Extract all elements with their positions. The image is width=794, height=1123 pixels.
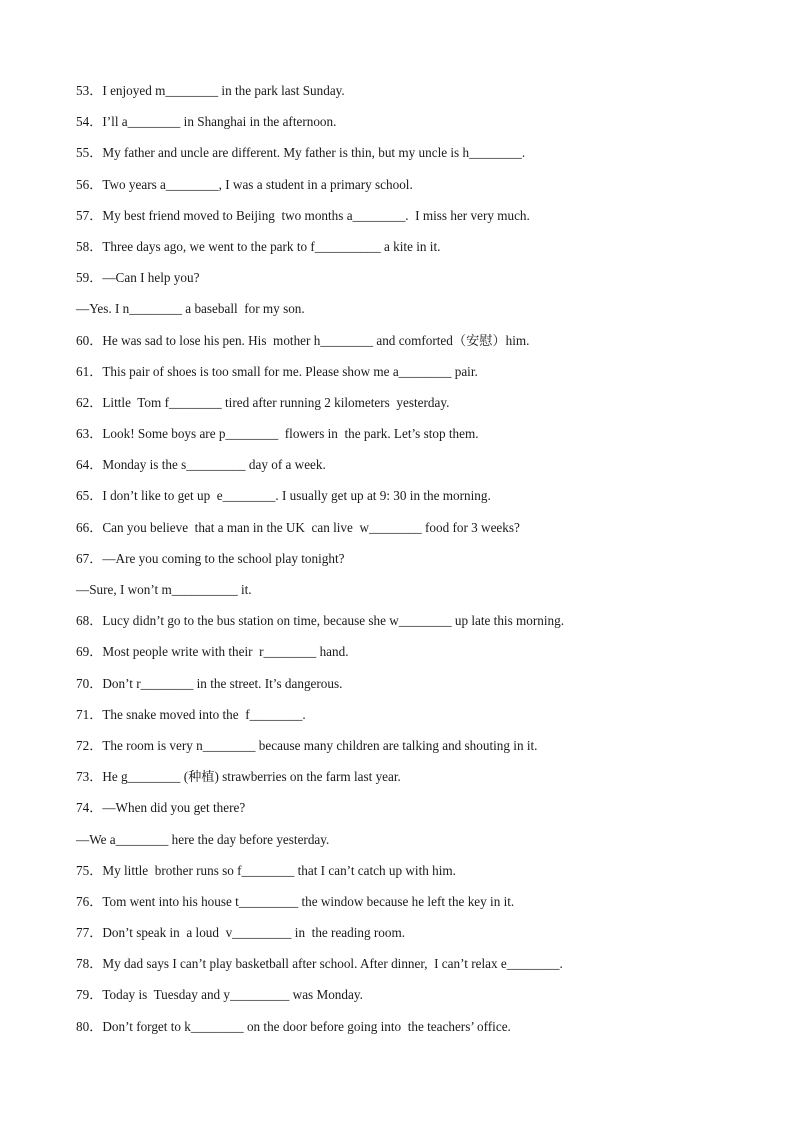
exercise-56: 56．Two years a________, I was a student in a primary school. — [76, 176, 413, 192]
exercise-58: 58．Three days ago, we went to the park to f__________ a kite in it. — [76, 238, 441, 254]
exercise-61: 61．This pair of shoes is too small for me. Please show me a________ pair. — [76, 363, 478, 379]
exercise-67-question: 67．—Are you coming to the school play tonight? — [76, 550, 345, 566]
exercise-57: 57．My best friend moved to Beijing two months a________. I miss her very much. — [76, 207, 530, 223]
exercise-73: 73．He g________ (种植) strawberries on the farm last year. — [76, 769, 401, 785]
exercise-66: 66．Can you believe that a man in the UK can live w________ food for 3 weeks? — [76, 519, 520, 535]
exercise-65: 65．I don’t like to get up e________. I usually get up at 9: 30 in the morning. — [76, 488, 491, 504]
exercise-71: 71．The snake moved into the f________. — [76, 706, 306, 722]
exercise-53: 53．I enjoyed m________ in the park last Sunday. — [76, 83, 345, 98]
exercise-79: 79．Today is Tuesday and y_________ was Monday. — [76, 987, 363, 1003]
exercise-74-answer: —We a________ here the day before yesterday. — [76, 831, 330, 847]
exercise-75: 75．My little brother runs so f________ that I can’t catch up with him. — [76, 862, 456, 878]
exercise-72: 72．The room is very n________ because many children are talking and shouting in it. — [76, 737, 538, 753]
exercise-64: 64．Monday is the s_________ day of a week. — [76, 457, 326, 473]
exercise-78: 78．My dad says I can’t play basketball after school. After dinner, I can’t relax e________. — [76, 956, 563, 972]
exercise-69: 69．Most people write with their r________ hand. — [76, 644, 349, 660]
exercise-70: 70．Don’t r________ in the street. It’s dangerous. — [76, 675, 343, 691]
exercise-74-question: 74．—When did you get there? — [76, 800, 246, 816]
exercise-59-answer: —Yes. I n________ a baseball for my son. — [76, 301, 305, 317]
exercise-77: 77．Don’t speak in a loud v_________ in the reading room. — [76, 925, 406, 941]
exercise-80: 80．Don’t forget to k________ on the door before going into the teachers’ office. — [76, 1018, 511, 1034]
exercise-54: 54．I’ll a________ in Shanghai in the afternoon. — [76, 114, 337, 130]
exercise-63: 63．Look! Some boys are p________ flowers in the park. Let’s stop them. — [76, 426, 479, 442]
exercise-62: 62．Little Tom f________ tired after running 2 kilometers yesterday. — [76, 394, 450, 410]
exercise-76: 76．Tom went into his house t_________ the window because he left the key in it. — [76, 893, 515, 909]
exercise-67-answer: —Sure, I won’t m__________ it. — [76, 582, 252, 597]
exercise-59-question: 59．—Can I help you? — [76, 270, 200, 286]
exercise-55: 55．My father and uncle are different. My father is thin, but my uncle is h________. — [76, 145, 526, 161]
exercise-list — [76, 82, 764, 1049]
exercise-68: 68．Lucy didn’t go to the bus station on time, because she w________ up late this morning. — [76, 613, 564, 629]
exercise-60: 60．He was sad to lose his pen. His mother h________ and comforted（安慰）him. — [76, 332, 530, 348]
